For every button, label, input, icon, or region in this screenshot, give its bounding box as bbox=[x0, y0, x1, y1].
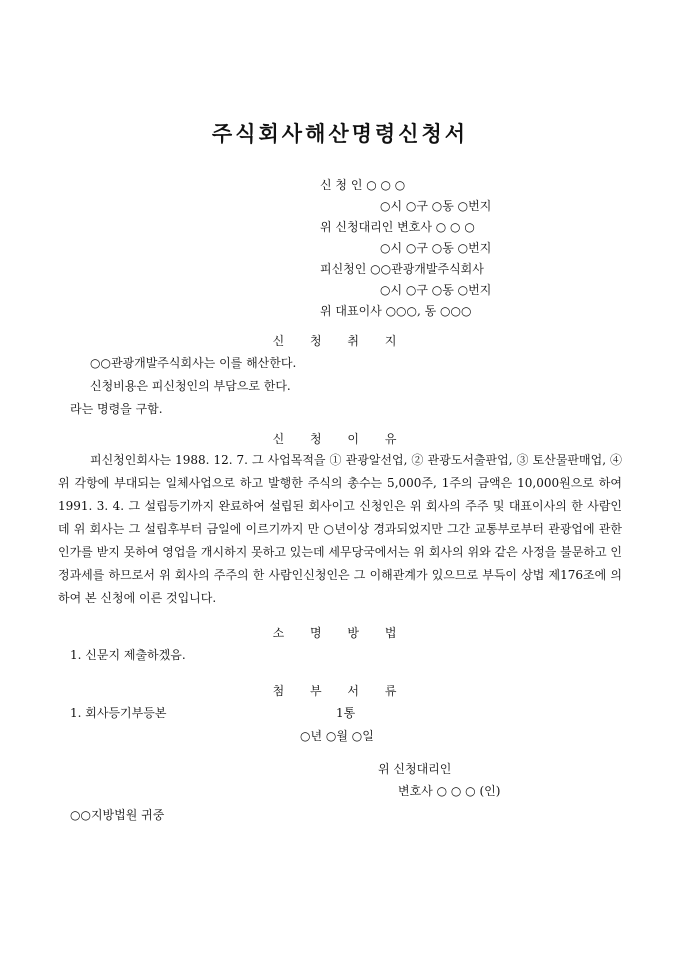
reason-paragraph: 피신청인회사는 1988. 12. 7. 그 사업목적을 ① 관광알선업, ② 관광도서출판업, ③ 토산물판매업, ④ 위 각항에 부대되는 일체사업으로 하고 발행한 주식의 총수는 5,000주, 1주의 금액은 10,000원으로 하여 1991. 3. 4. 그 설립등기까지 완료하여 설립된 회사이고 신청인은 위 회사의 주주 및 대표이사의 한 사람인데 위 회사는 그 설립후부터 금일에 이르기까지 만 ○년이상 경과되었지만 그간 교통부로부터 관광업에 관한 인가를 받지 못하여 영업을 개시하지 못하고 있는데 세무당국에서는 위 회사의 위와 같은 사정을 불문하고 인정과세를 하므로서 위 회사의 주주의 한 사람인신청인은 그 이해관계가 있으므로 부득이 상법 제176조에 의하여 본 신청에 이른 것입니다. bbox=[58, 453, 622, 605]
document-title: 주식회사해산명령신청서 bbox=[211, 121, 469, 146]
evidence-heading: 소 명 방 법 bbox=[272, 626, 408, 640]
agent-line: 위 신청대리인 변호사 ○ ○ ○ bbox=[320, 220, 475, 234]
purpose-line: 라는 명령을 구함. bbox=[70, 402, 163, 416]
attachments-heading: 첨 부 서 류 bbox=[272, 684, 408, 698]
representative-line: 위 대표이사 ○○○, 동 ○○○ bbox=[320, 304, 472, 318]
applicant-line: 신 청 인 ○ ○ ○ bbox=[320, 178, 406, 192]
purpose-line: ○○관광개발주식회사는 이를 해산한다. bbox=[90, 356, 297, 370]
evidence-item: 1. 신문지 제출하겠음. bbox=[70, 648, 186, 662]
agent-address: ○시 ○구 ○동 ○번지 bbox=[380, 241, 492, 255]
attachment-name: 1. 회사등기부등본 bbox=[70, 706, 167, 720]
purpose-line: 신청비용은 피신청인의 부담으로 한다. bbox=[90, 379, 291, 393]
purpose-heading: 신 청 취 지 bbox=[272, 334, 408, 348]
court-address: ○○지방법원 귀중 bbox=[70, 808, 165, 822]
signer-role: 위 신청대리인 bbox=[378, 762, 452, 776]
date-line: ○년 ○월 ○일 bbox=[300, 729, 374, 743]
reason-heading: 신 청 이 유 bbox=[272, 432, 408, 446]
respondent-line: 피신청인 ○○관광개발주식회사 bbox=[320, 262, 484, 276]
applicant-address: ○시 ○구 ○동 ○번지 bbox=[380, 199, 492, 213]
attachment-count: 1통 bbox=[336, 706, 356, 720]
signer-name: 변호사 ○ ○ ○ (인) bbox=[398, 784, 501, 798]
respondent-address: ○시 ○구 ○동 ○번지 bbox=[380, 283, 492, 297]
